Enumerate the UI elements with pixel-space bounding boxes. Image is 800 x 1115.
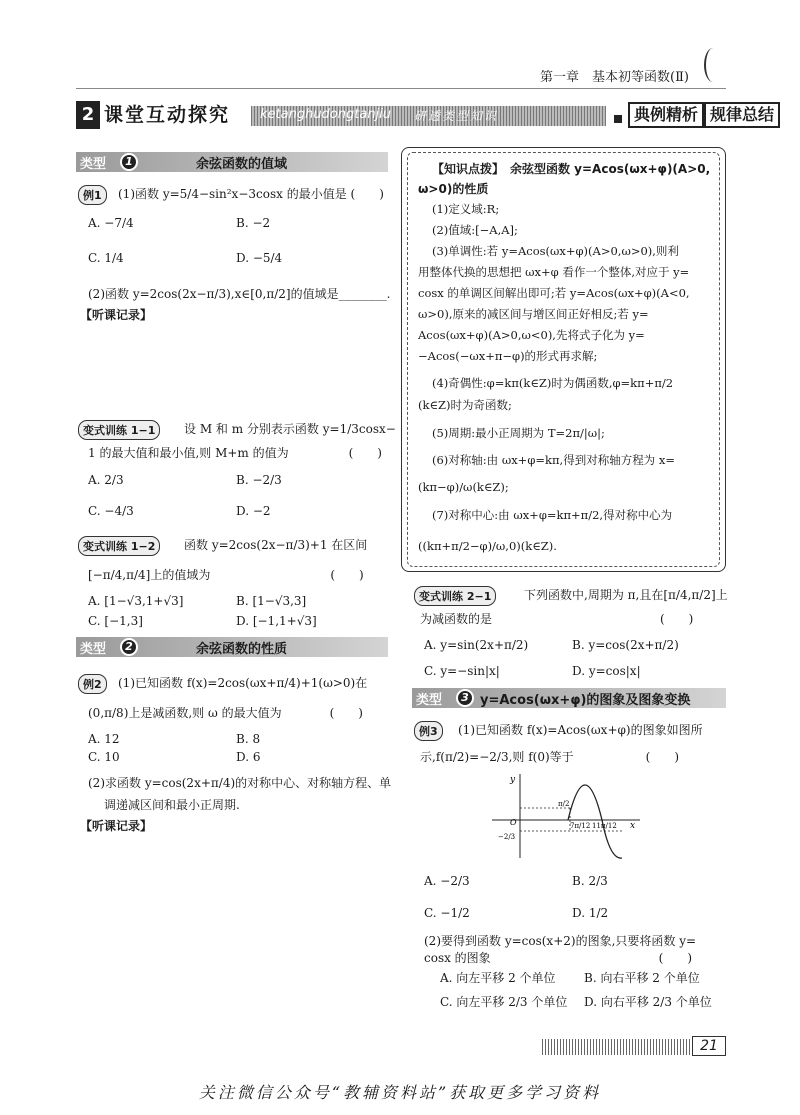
example3-option2-b: B. 向右平移 2 个单位 <box>584 971 700 985</box>
example3-option2-d: D. 向右平移 2/3 个单位 <box>584 995 712 1009</box>
knowledge-parity-2: (k∈Z)时为奇函数; <box>418 398 512 412</box>
section-title: 课堂互动探究 <box>104 104 231 126</box>
example3-option-c: C. −1/2 <box>424 906 470 920</box>
type2-title: 余弦函数的性质 <box>196 642 288 657</box>
example1-option-c: C. 1/4 <box>88 251 124 265</box>
type3-number: 3 <box>456 689 474 707</box>
knowledge-monotonic-1: (3)单调性:若 y=Acos(ωx+φ)(A>0,ω>0),则利 <box>432 244 679 258</box>
knowledge-center-1: (7)对称中心:由 ωx+φ=kπ+π/2,得对称中心为 <box>432 508 673 522</box>
example2-q1-cont: (0,π/8)上是减函数,则 ω 的最大值为 ( ) <box>88 706 363 720</box>
example2-option-c: C. 10 <box>88 750 120 764</box>
example3-option2-c: C. 向左平移 2/3 个单位 <box>440 995 568 1009</box>
page-number-bar <box>542 1039 692 1055</box>
example3-option-a: A. −2/3 <box>424 874 470 888</box>
example2-option-d: D. 6 <box>236 750 261 764</box>
variant12-question-cont: [−π/4,π/4]上的值域为 ( ) <box>88 568 364 582</box>
example2-option-a: A. 12 <box>88 732 120 746</box>
knowledge-monotonic-2: 用整体代换的思想把 ωx+φ 看作一个整体,对应于 y= <box>418 265 690 279</box>
variant11-option-b: B. −2/3 <box>236 473 282 487</box>
example2-q1: (1)已知函数 f(x)=2cos(ωx+π/4)+1(ω>0)在 <box>118 676 368 690</box>
example3-tag: 例3 <box>414 721 443 741</box>
graph-neg23-label: −2/3 <box>498 833 516 841</box>
knowledge-range: (2)值域:[−A,A]; <box>432 223 518 237</box>
type3-title: y=Acos(ωx+φ)的图象及图象变换 <box>480 693 691 708</box>
example1-option-a: A. −7/4 <box>88 216 134 230</box>
example1-tag: 例1 <box>78 185 107 205</box>
knowledge-domain: (1)定义域:R; <box>432 202 500 216</box>
header-decoration <box>704 48 722 82</box>
knowledge-monotonic-3: cosx 的单调区间解出即可;若 y=Acos(ωx+φ)(A<0, <box>418 286 690 300</box>
variant11-tag: 变式训练 1−1 <box>78 420 160 440</box>
variant21-option-a: A. y=sin(2x+π/2) <box>424 638 529 652</box>
variant21-tag: 变式训练 2−1 <box>414 586 496 606</box>
knowledge-monotonic-6: −Acos(−ωx+π−φ)的形式再求解; <box>418 349 598 363</box>
graph-tick-7pi12: 7π/12 <box>570 822 591 830</box>
section-banner <box>76 101 775 131</box>
knowledge-title: 【知识点拨】 余弦型函数 y=Acos(ωx+φ)(A>0, <box>432 162 711 176</box>
type2-number: 2 <box>120 638 138 656</box>
example1-q1: (1)函数 y=5/4−sin²x−3cosx 的最小值是 ( ) <box>118 187 384 201</box>
page-number: 21 <box>692 1036 726 1056</box>
example3-option-d: D. 1/2 <box>572 906 609 920</box>
variant11-option-a: A. 2/3 <box>88 473 124 487</box>
variant21-question: 下列函数中,周期为 π,且在[π/4,π/2]上 <box>524 588 728 602</box>
type2-bar <box>76 637 388 657</box>
knowledge-parity-1: (4)奇偶性:φ=kπ(k∈Z)时为偶函数,φ=kπ+π/2 <box>432 376 674 390</box>
example3-option-b: B. 2/3 <box>572 874 608 888</box>
variant21-option-c: C. y=−sin|x| <box>424 664 500 678</box>
example1-option-d: D. −5/4 <box>236 251 283 265</box>
section-number: 2 <box>76 101 100 129</box>
variant11-question: 设 M 和 m 分别表示函数 y=1/3cosx− <box>184 422 396 436</box>
example3-q2: (2)要得到函数 y=cos(x+2)的图象,只要将函数 y= <box>424 934 697 948</box>
example2-q2: (2)求函数 y=cos(2x+π/4)的对称中心、对称轴方程、单 <box>88 776 392 790</box>
footer-watermark: 关注微信公众号“教辅资料站”获取更多学习资料 <box>198 1083 602 1102</box>
example3-option2-a: A. 向左平移 2 个单位 <box>440 971 556 985</box>
knowledge-axis-1: (6)对称轴:由 ωx+φ=kπ,得到对称轴方程为 x= <box>432 453 675 467</box>
tag-typical-examples: 典例精析 <box>628 102 704 128</box>
example2-q2-cont: 调递减区间和最小正周期. <box>104 798 240 812</box>
type1-number: 1 <box>120 153 138 171</box>
variant12-option-a: A. [1−√3,1+√3] <box>88 594 184 608</box>
variant12-option-b: B. [1−√3,3] <box>236 594 307 608</box>
variant12-tag: 变式训练 1−2 <box>78 536 160 556</box>
graph-x-label: x <box>630 821 636 831</box>
variant21-option-b: B. y=cos(2x+π/2) <box>572 638 679 652</box>
example2-tag: 例2 <box>78 674 107 694</box>
tag-summary: 规律总结 <box>704 102 780 128</box>
cosine-graph <box>490 770 650 860</box>
example3-q2-cont: cosx 的图象 ( ) <box>424 951 693 965</box>
graph-y-label: y <box>510 775 516 785</box>
variant21-option-d: D. y=cos|x| <box>572 664 641 678</box>
example1-option-b: B. −2 <box>236 216 271 230</box>
type3-label: 类型 <box>416 693 443 708</box>
lecture-notes-label-2: 【听课记录】 <box>80 819 153 833</box>
graph-origin-label: O <box>510 818 517 827</box>
section-pinyin: ketanghudongtanjiu <box>260 107 392 122</box>
variant11-option-d: D. −2 <box>236 504 271 518</box>
chapter-header: 第一章 基本初等函数(Ⅱ) <box>540 70 689 85</box>
section-subtitle: 研透类型知识 <box>414 109 499 123</box>
variant21-question-cont: 为减函数的是 ( ) <box>420 612 694 626</box>
knowledge-title-cont: ω>0)的性质 <box>418 182 489 196</box>
knowledge-monotonic-5: Acos(ωx+φ)(A>0,ω<0),先将式子化为 y= <box>418 328 645 342</box>
variant12-question: 函数 y=2cos(2x−π/3)+1 在区间 <box>184 538 368 552</box>
type2-label: 类型 <box>80 642 107 657</box>
example3-q1: (1)已知函数 f(x)=Acos(ωx+φ)的图象如图所 <box>458 723 703 737</box>
header-divider <box>76 88 726 89</box>
type3-bar <box>412 688 726 708</box>
example1-q2: (2)函数 y=2cos(2x−π/3),x∈[0,π/2]的值域是________. <box>88 287 391 301</box>
graph-tick-11pi12: 11π/12 <box>592 822 617 830</box>
example2-option-b: B. 8 <box>236 732 261 746</box>
banner-square <box>614 115 622 123</box>
knowledge-axis-2: (kπ−φ)/ω(k∈Z); <box>418 480 509 494</box>
knowledge-period: (5)周期:最小正周期为 T=2π/|ω|; <box>432 426 605 440</box>
knowledge-center-2: ((kπ+π/2−φ)/ω,0)(k∈Z). <box>418 539 557 553</box>
variant12-option-d: D. [−1,1+√3] <box>236 614 317 628</box>
variant12-option-c: C. [−1,3] <box>88 614 143 628</box>
knowledge-monotonic-4: ω>0),原来的减区间与增区间正好相反;若 y= <box>418 307 649 321</box>
variant11-option-c: C. −4/3 <box>88 504 134 518</box>
variant11-question-cont: 1 的最大值和最小值,则 M+m 的值为 ( ) <box>88 446 382 460</box>
example3-q1-cont: 示,f(π/2)=−2/3,则 f(0)等于 ( ) <box>420 750 680 764</box>
type1-bar <box>76 152 388 172</box>
type1-title: 余弦函数的值域 <box>196 157 288 172</box>
graph-pi2-label: π/2 <box>558 800 570 808</box>
type1-label: 类型 <box>80 157 107 172</box>
lecture-notes-label: 【听课记录】 <box>80 308 153 322</box>
